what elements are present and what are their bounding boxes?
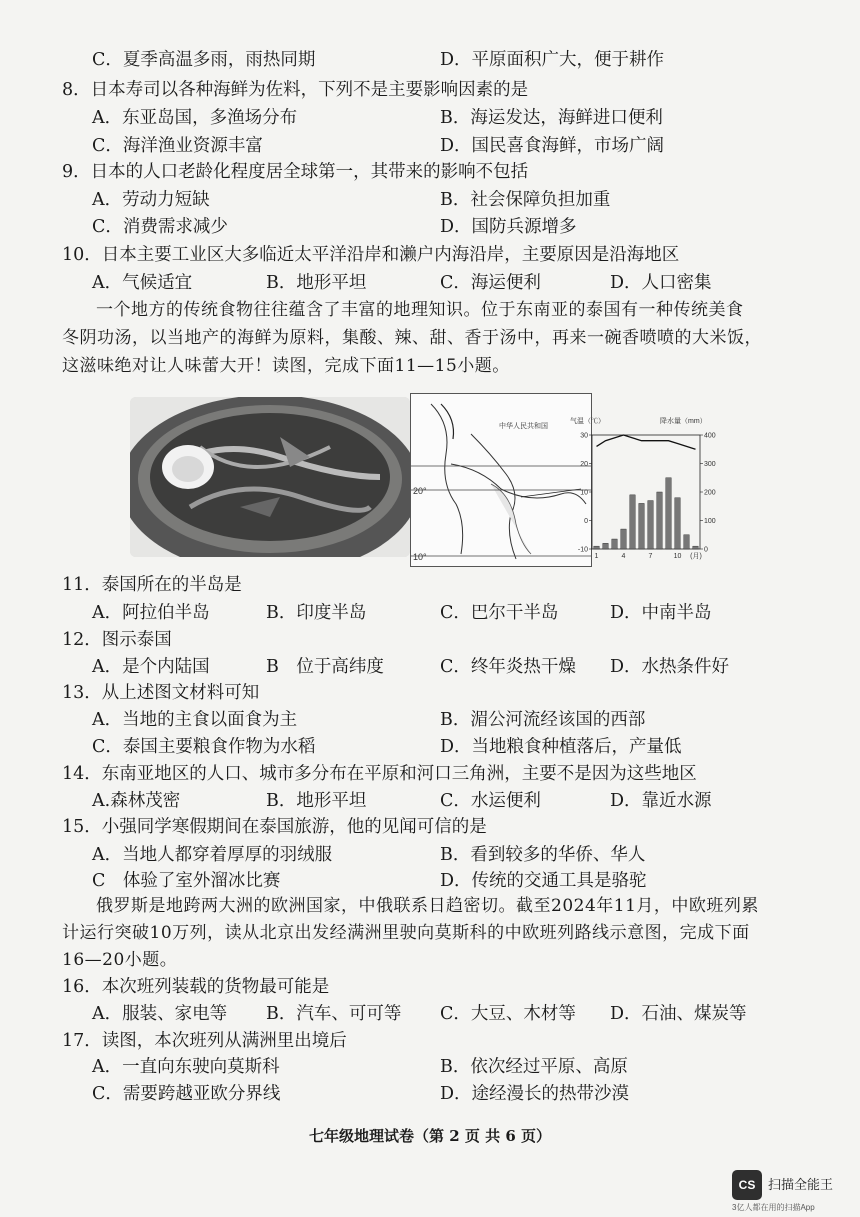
map-lat-10: 10° [413, 552, 427, 562]
q16-option-b: B．汽车、可可等 [266, 1004, 402, 1024]
precip-bar [684, 535, 689, 549]
precip-bar [639, 503, 644, 549]
precip-bar [666, 478, 671, 549]
q14-option-b: B．地形平坦 [266, 791, 367, 811]
q11-option-c: C．巴尔干半岛 [440, 603, 559, 623]
precip-bar [657, 492, 662, 549]
month-tick-label: 10 [673, 553, 682, 560]
climate-chart [570, 417, 730, 567]
month-axis-unit: (月) [690, 553, 702, 560]
q9-option-d: D．国防兵源增多 [440, 217, 577, 237]
question-13: 13．从上述图文材料可知 [62, 683, 260, 703]
q11-option-b: B．印度半岛 [266, 603, 367, 623]
temp-tick-label: 20 [580, 461, 588, 468]
tom-yum-soup-photo [130, 397, 410, 557]
question-17: 17．读图，本次班列从满洲里出境后 [62, 1031, 347, 1051]
camscanner-logo-icon: CS [732, 1170, 762, 1200]
q8-option-c: C．海洋渔业资源丰富 [92, 136, 263, 156]
q12-option-b: B 位于高纬度 [266, 657, 384, 677]
climate-frame [592, 435, 700, 549]
precip-tick-label: 400 [704, 432, 716, 440]
q16-option-d: D．石油、煤炭等 [610, 1004, 747, 1024]
figure-group [120, 397, 720, 567]
q15-option-b: B．看到较多的华侨、华人 [440, 845, 646, 865]
temp-tick-label: 30 [580, 432, 588, 440]
question-14: 14．东南亚地区的人口、城市多分布在平原和河口三角洲，主要不是因为这些地区 [62, 764, 697, 784]
question-10: 10．日本主要工业区大多临近太平洋沿岸和濑户内海沿岸，主要原因是沿海地区 [62, 245, 680, 265]
question-9: 9．日本的人口老龄化程度居全球第一，其带来的影响不包括 [62, 162, 529, 182]
precip-bar [594, 546, 599, 549]
question-8: 8．日本寿司以各种海鲜为佐料，下列不是主要影响因素的是 [62, 80, 529, 100]
q12-option-c: C．终年炎热干燥 [440, 657, 576, 677]
temp-tick-label: 10 [580, 489, 588, 497]
q17-option-d: D．途经漫长的热带沙漠 [440, 1084, 630, 1104]
temp-tick-label: -10 [577, 546, 588, 554]
q13-option-b: B．湄公河流经该国的西部 [440, 710, 646, 730]
map-lat-20: 20° [413, 486, 427, 496]
precip-bar [603, 543, 608, 549]
q16-option-a: A．服装、家电等 [92, 1004, 228, 1024]
scanner-watermark [732, 1170, 842, 1212]
q16-option-c: C．大豆、木材等 [440, 1004, 576, 1024]
passage-thailand-line-2: 冬阴功汤，以当地产的海鲜为原料，集酸、辣、甜、香于汤中，再来一碗香喷喷的大米饭， [62, 328, 762, 348]
q10-option-d: D．人口密集 [610, 273, 712, 293]
southeast-asia-map [410, 393, 592, 567]
q17-option-c: C．需要跨越亚欧分界线 [92, 1084, 281, 1104]
question-12: 12．图示泰国 [62, 630, 172, 650]
q11-option-d: D．中南半岛 [610, 603, 712, 623]
q8-option-d: D．国民喜食海鲜，市场广阔 [440, 136, 665, 156]
q15-option-c: C 体验了室外溜冰比赛 [92, 871, 281, 891]
q12-option-d: D．水热条件好 [610, 657, 730, 677]
q9-option-b: B．社会保障负担加重 [440, 190, 611, 210]
climate-axes [578, 433, 716, 561]
map-country-label: 中华人民共和国 [499, 423, 548, 430]
question-11: 11．泰国所在的半岛是 [62, 575, 242, 595]
passage-thailand-line-1: 一个地方的传统食物往往蕴含了丰富的地理知识。位于东南亚的泰国有一种传统美食 [96, 300, 744, 320]
q13-option-d: D．当地粮食种植落后，产量低 [440, 737, 682, 757]
q15-option-d: D．传统的交通工具是骆驼 [440, 871, 647, 891]
passage-russia-line-1: 俄罗斯是地跨两大洲的欧洲国家，中俄联系日趋密切。截至2024年11月，中欧班列累 [96, 896, 759, 916]
q13-option-a: A．当地的主食以面食为主 [92, 710, 298, 730]
q7-option-d: D．平原面积广大，便于耕作 [440, 50, 665, 70]
month-tick-label: 7 [648, 553, 653, 560]
temperature-curve [597, 435, 696, 449]
climate-precip-unit: 降水量（mm） [660, 418, 707, 425]
temp-tick-label: 0 [584, 518, 588, 525]
precip-bar [621, 529, 626, 549]
scanner-app-name: 扫描全能王 [768, 1177, 834, 1192]
q10-option-c: C．海运便利 [440, 273, 541, 293]
q14-option-c: C．水运便利 [440, 791, 541, 811]
month-tick-label: 1 [594, 553, 599, 560]
precip-tick-label: 100 [704, 518, 716, 525]
q8-option-a: A．东亚岛国，多渔场分布 [92, 108, 298, 128]
passage-russia-line-3: 16—20小题。 [62, 950, 178, 970]
q12-option-a: A．是个内陆国 [92, 657, 210, 677]
precip-bar [693, 546, 698, 549]
page-footer: 七年级地理试卷（第 2 页 共 6 页） [309, 1127, 551, 1145]
precip-tick-label: 300 [704, 461, 716, 468]
precipitation-bars [594, 478, 698, 549]
q8-option-b: B．海运发达，海鲜进口便利 [440, 108, 663, 128]
q13-option-c: C．泰国主要粮食作物为水稻 [92, 737, 316, 757]
climate-temp-unit: 气温（℃） [570, 418, 605, 425]
q9-option-c: C．消费需求减少 [92, 217, 228, 237]
q10-option-a: A．气候适宜 [92, 273, 193, 293]
q17-option-a: A．一直向东驶向莫斯科 [92, 1057, 280, 1077]
question-15: 15．小强同学寒假期间在泰国旅游，他的见闻可信的是 [62, 817, 487, 837]
passage-russia-line-2: 计运行突破10万列，读从北京出发经满洲里驶向莫斯科的中欧班列路线示意图，完成下面 [62, 923, 750, 943]
precip-bar [648, 501, 653, 549]
month-tick-label: 4 [621, 553, 626, 560]
precip-tick-label: 200 [704, 489, 716, 497]
question-16: 16．本次班列装载的货物最可能是 [62, 977, 330, 997]
q14-option-d: D．靠近水源 [610, 791, 712, 811]
q15-option-a: A．当地人都穿着厚厚的羽绒服 [92, 845, 333, 865]
q17-option-b: B．依次经过平原、高原 [440, 1057, 628, 1077]
q9-option-a: A．劳动力短缺 [92, 190, 210, 210]
precip-bar [630, 495, 635, 549]
passage-thailand-line-3: 这滋味绝对让人味蕾大开！读图，完成下面11—15小题。 [62, 356, 510, 376]
q7-option-c: C．夏季高温多雨，雨热同期 [92, 50, 316, 70]
q14-option-a: A.森林茂密 [92, 791, 181, 811]
precip-bar [612, 539, 617, 549]
precip-tick-label: 0 [704, 546, 708, 554]
precip-bar [675, 498, 680, 549]
scanner-tagline: 3亿人都在用的扫描App [732, 1203, 815, 1212]
q11-option-a: A．阿拉伯半岛 [92, 603, 210, 623]
q10-option-b: B．地形平坦 [266, 273, 367, 293]
